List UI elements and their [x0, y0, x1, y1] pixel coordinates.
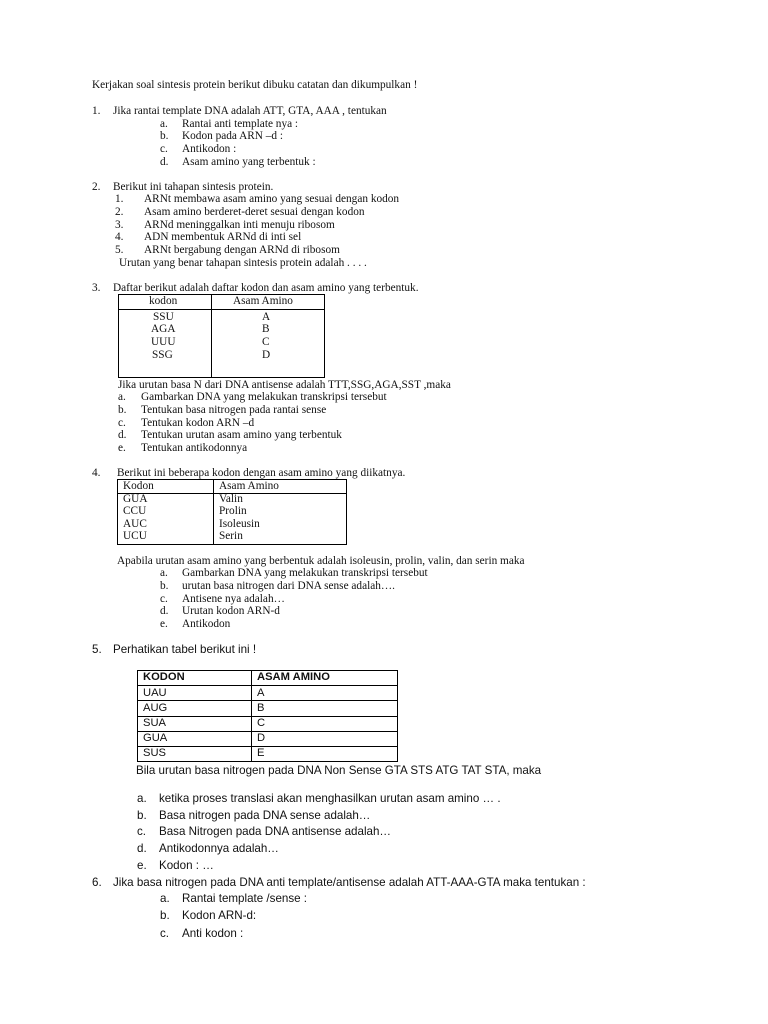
step-number: 3. — [115, 219, 124, 231]
table-row — [138, 731, 398, 746]
item-label: c. — [160, 593, 168, 605]
table-cell: UUU — [151, 336, 176, 348]
item-label: b. — [118, 404, 127, 416]
question-text: Jika basa nitrogen pada DNA anti template/antisense adalah ATT-AAA-GTA maka tentukan : — [113, 876, 586, 889]
item-text: Tentukan antikodonnya — [141, 442, 248, 454]
question-text: Berikut ini beberapa kodon dengan asam amino yang diikatnya. — [117, 467, 406, 479]
question-number: 2. — [92, 181, 101, 193]
step-text: ARNt membawa asam amino yang sesuai dengan kodon — [144, 193, 400, 205]
table-cell: E — [252, 746, 398, 761]
question-number: 4. — [92, 467, 101, 479]
table-header-row — [138, 671, 398, 686]
item-label: e. — [118, 442, 126, 454]
item-text: Antikodonnya adalah… — [159, 842, 279, 855]
table-cell: SUS — [138, 746, 252, 761]
item-label: b. — [137, 809, 147, 822]
table-header: KODON — [138, 671, 252, 686]
question-closing: Urutan yang benar tahapan sintesis protein adalah . . . . — [119, 257, 367, 269]
table-row — [138, 686, 398, 701]
question-prompt: Jika urutan basa N dari DNA antisense adalah TTT,SSG,AGA,SST ,maka — [118, 379, 451, 391]
question-text: Perhatikan tabel berikut ini ! — [113, 643, 257, 656]
table-cell: C — [262, 336, 270, 348]
table-cell: AGA — [151, 323, 176, 335]
item-label: a. — [118, 391, 126, 403]
item-text: Gambarkan DNA yang melakukan transkripsi tersebut — [182, 567, 428, 579]
item-text: Antisene nya adalah… — [182, 593, 285, 605]
question-number: 6. — [92, 876, 102, 889]
table-cell: AUG — [138, 701, 252, 716]
table-row — [138, 716, 398, 731]
table-header: Kodon — [123, 480, 154, 492]
table-cell: SSU — [153, 311, 174, 323]
table-row — [138, 746, 398, 761]
item-label: c. — [137, 825, 147, 838]
table-cell: GUA — [123, 493, 148, 505]
step-number: 2. — [115, 206, 124, 218]
table-cell: Prolin — [219, 505, 247, 517]
item-label: b. — [160, 580, 169, 592]
item-text: ketika proses translasi akan menghasilkan urutan asam amino … . — [159, 792, 501, 805]
table-cell: Serin — [219, 530, 243, 542]
item-label: a. — [160, 567, 168, 579]
item-text: Asam amino yang terbentuk : — [182, 156, 316, 168]
item-text: Gambarkan DNA yang melakukan transkripsi tersebut — [141, 391, 387, 403]
item-label: c. — [160, 143, 168, 155]
table-header: Asam Amino — [233, 295, 293, 307]
step-text: ADN membentuk ARNd di inti sel — [144, 231, 302, 243]
question-number: 3. — [92, 282, 101, 294]
question-text: Berikut ini tahapan sintesis protein. — [113, 181, 274, 193]
table-cell: UAU — [138, 686, 252, 701]
item-label: e. — [160, 618, 168, 630]
table-cell: UCU — [123, 530, 147, 542]
item-text: Antikodon : — [182, 143, 237, 155]
item-text: Kodon pada ARN –d : — [182, 130, 284, 142]
item-label: a. — [137, 792, 147, 805]
table-header: kodon — [149, 295, 178, 307]
item-label: e. — [137, 859, 147, 872]
item-text: Kodon ARN-d: — [182, 909, 257, 922]
item-label: b. — [160, 130, 169, 142]
item-text: Anti kodon : — [182, 927, 244, 940]
codon-table — [117, 479, 347, 545]
item-text: Basa Nitrogen pada DNA antisense adalah… — [159, 825, 392, 838]
step-number: 4. — [115, 231, 124, 243]
item-label: c. — [160, 927, 170, 940]
item-text: Rantai template /sense : — [182, 892, 308, 905]
table-cell: B — [252, 701, 398, 716]
table-cell: A — [262, 311, 271, 323]
table-header: Asam Amino — [219, 480, 279, 492]
question-prompt: Apabila urutan asam amino yang berbentuk adalah isoleusin, prolin, valin, dan serin maka — [117, 555, 525, 567]
item-text: Tentukan kodon ARN –d — [141, 417, 255, 429]
item-label: b. — [160, 909, 170, 922]
item-text: Urutan kodon ARN-d — [182, 605, 280, 617]
item-text: Kodon : … — [159, 859, 214, 872]
instruction-text: Kerjakan soal sintesis protein berikut dibuku catatan dan dikumpulkan ! — [92, 79, 418, 91]
question-text: Jika rantai template DNA adalah ATT, GTA, AAA , tentukan — [113, 105, 387, 117]
step-text: Asam amino berderet-deret sesuai dengan kodon — [144, 206, 365, 218]
item-text: Rantai anti template nya : — [182, 118, 299, 130]
question-number: 5. — [92, 643, 102, 656]
table-cell: D — [262, 349, 271, 361]
table-cell: Valin — [219, 493, 243, 505]
codon-table — [137, 670, 398, 762]
table-cell: GUA — [138, 731, 252, 746]
codon-table — [118, 294, 325, 378]
item-label: d. — [160, 605, 169, 617]
item-label: d. — [137, 842, 147, 855]
table-cell: SSG — [152, 349, 173, 361]
table-cell: C — [252, 716, 398, 731]
item-label: d. — [160, 156, 169, 168]
table-cell: AUC — [123, 518, 147, 530]
step-number: 5. — [115, 244, 124, 256]
step-text: ARNd meninggalkan inti menuju ribosom — [144, 219, 335, 231]
item-text: Tentukan urutan asam amino yang terbentuk — [141, 429, 342, 441]
item-text: Basa nitrogen pada DNA sense adalah… — [159, 809, 371, 822]
item-text: Tentukan basa nitrogen pada rantai sense — [141, 404, 327, 416]
item-label: c. — [118, 417, 126, 429]
table-cell: SUA — [138, 716, 252, 731]
question-number: 1. — [92, 105, 101, 117]
table-row — [138, 701, 398, 716]
item-label: a. — [160, 892, 170, 905]
item-label: d. — [118, 429, 127, 441]
table-header: ASAM AMINO — [252, 671, 398, 686]
step-text: ARNt bergabung dengan ARNd di ribosom — [144, 244, 340, 256]
table-cell: Isoleusin — [219, 518, 260, 530]
question-prompt: Bila urutan basa nitrogen pada DNA Non Sense GTA STS ATG TAT STA, maka — [136, 764, 542, 777]
step-number: 1. — [115, 193, 124, 205]
table-cell: CCU — [123, 505, 147, 517]
item-label: a. — [160, 118, 168, 130]
table-cell: A — [252, 686, 398, 701]
table-cell: D — [252, 731, 398, 746]
question-text: Daftar berikut adalah daftar kodon dan asam amino yang terbentuk. — [113, 282, 419, 294]
table-cell: B — [262, 323, 270, 335]
item-text: Antikodon — [182, 618, 231, 630]
item-text: urutan basa nitrogen dari DNA sense adalah…. — [182, 580, 396, 592]
